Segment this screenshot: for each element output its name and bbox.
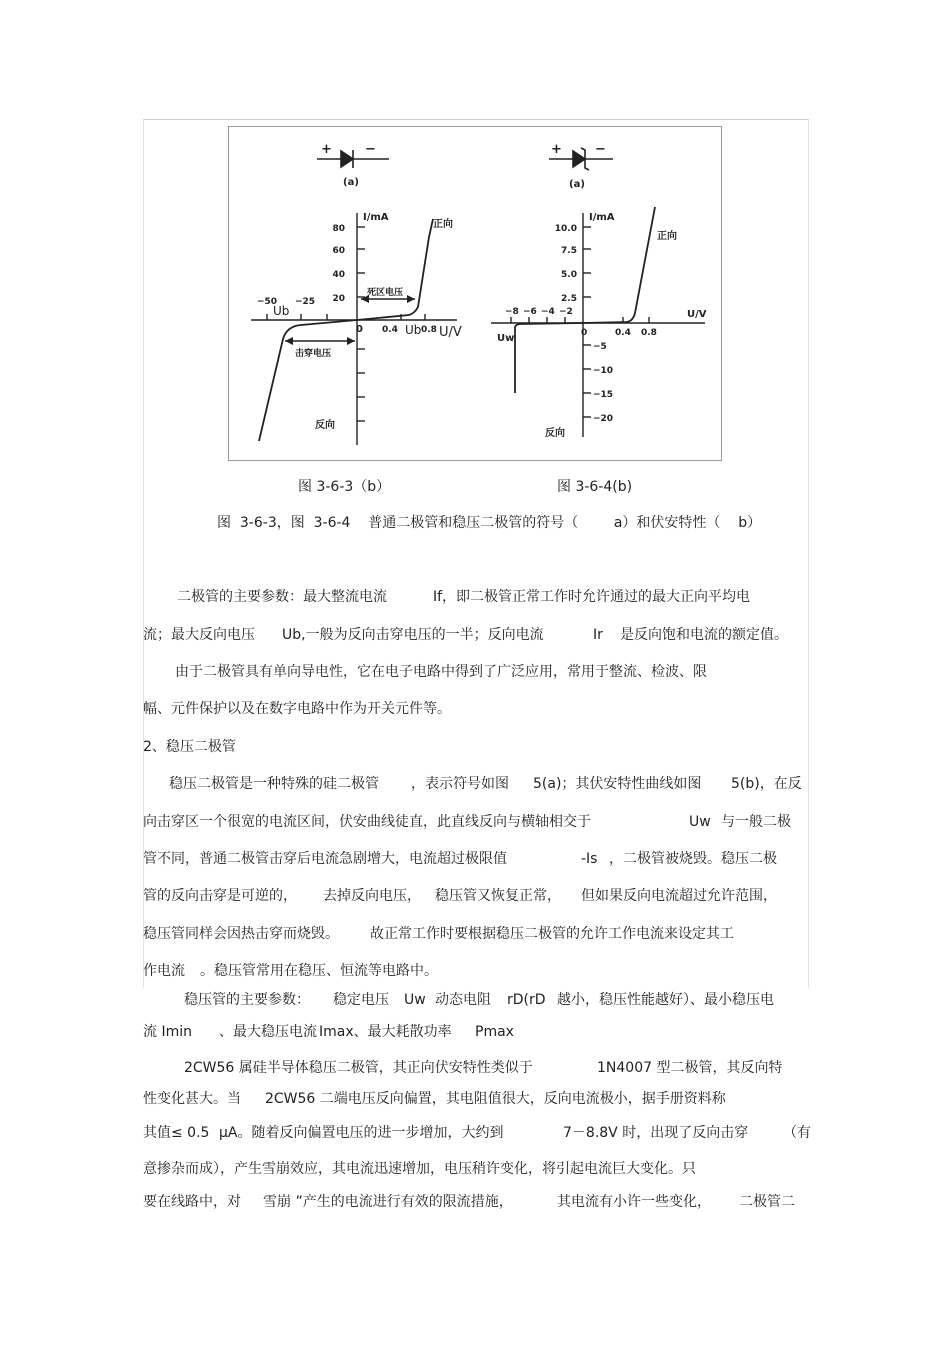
text-span: 与一般二极: [721, 814, 791, 830]
right-x-tick: 0.4: [615, 328, 631, 338]
text-span: 意掺杂而成），产生雪崩效应，其电流迅速增加，电压稍许变化，将引起电流巨大变化。只: [143, 1161, 696, 1177]
text-span: 越小，稳压性能越好）、最小稳压电: [557, 992, 774, 1008]
left-iv-chart: [251, 212, 462, 445]
text-span: 2CW56 二端电压反向偏置，其电阻值很大，反向电流极小，据手册资料称: [265, 1091, 726, 1107]
text-span: 作电流: [143, 963, 185, 979]
breakdown-label: 击穿电压: [295, 349, 332, 359]
left-y-tick: 80: [332, 224, 345, 234]
text-span: （有: [783, 1125, 811, 1141]
right-iv-curve: [515, 207, 655, 393]
figure-box: [228, 126, 722, 461]
text-span: 但如果反向电流超过允许范围，: [581, 888, 777, 904]
text-span: 稳压管又恢复正常，: [435, 888, 561, 904]
left-y-tick: 60: [332, 246, 345, 256]
text-span: 稳压二极管是一种特殊的硅二极管: [169, 776, 379, 792]
text-span: 5(b)，在反: [731, 776, 802, 792]
reverse-label: 反向: [545, 428, 565, 439]
uw-label: Uw: [497, 333, 515, 344]
left-y-tick: 20: [332, 294, 345, 304]
right-x-tick: −4: [541, 307, 555, 317]
right-y-tick: 10.0: [554, 224, 577, 234]
right-x-tick: −2: [559, 307, 573, 317]
left-x-tick: −50: [257, 297, 278, 307]
text-span: -Is: [581, 851, 598, 867]
text-span: 是反向饱和电流的额定值。: [620, 627, 788, 643]
forward-label: 正向: [657, 231, 677, 242]
text-span: 二极管二: [739, 1194, 795, 1210]
text-span: 7－8.8V 时，出现了反向击穿: [563, 1125, 749, 1141]
text-span: ，二极管被烧毁。稳压二极: [609, 851, 777, 867]
left-x-axis-label: U/V: [439, 325, 462, 340]
text-span: Uw: [689, 814, 711, 830]
symbol-label-b: (a): [569, 179, 585, 190]
right-y-tick: −20: [593, 414, 614, 424]
text-span: 性变化甚大。当: [143, 1091, 241, 1107]
right-y-tick: −5: [593, 342, 607, 352]
figure-svg: [229, 127, 721, 460]
right-y-tick: −10: [593, 366, 614, 376]
right-x-tick: −8: [505, 307, 519, 317]
text-span: 。稳压管常用在稳压、恒流等电路中。: [200, 963, 438, 979]
right-y-tick: −15: [593, 390, 614, 400]
text-span: 要在线路中，对: [143, 1194, 241, 1210]
left-ub-label: Ub: [273, 304, 290, 318]
figure-caption-363: 图 3-6-3（b）: [298, 479, 391, 495]
text-span: 其电流有小许一些变化，: [557, 1194, 711, 1210]
text-span: 动态电阻: [435, 992, 491, 1008]
text-span: 雪崩 ”产生的电流进行有效的限流措施，: [263, 1194, 513, 1210]
minus-sign-zener: −: [595, 142, 606, 157]
minus-sign: −: [365, 142, 376, 157]
text-span: 1N4007 型二极管，其反向特: [597, 1060, 783, 1076]
text-span: 向击穿区一个很宽的电流区间，伏安曲线徒直，此直线反向与横轴相交于: [143, 814, 591, 830]
right-iv-chart: [491, 207, 707, 439]
left-y-axis-label: I/mA: [363, 212, 389, 223]
text-span: ，表示符号如图: [411, 776, 509, 792]
text-span: 其值≤ 0.5: [143, 1125, 210, 1141]
figure-caption-main: 图 3-6-3，图 3-6-4 普通二极管和稳压二极管的符号（ a）和伏安特性（ b）: [217, 515, 762, 531]
text-span: 管不同，普通二极管击穿后电流急剧增大，电流超过极限值: [143, 851, 507, 867]
heading-text: 2、稳压二极管: [143, 739, 236, 755]
text-span: Ir: [593, 627, 603, 643]
text-span: 去掉反向电压，: [323, 888, 421, 904]
right-x-axis-label: U/V: [687, 309, 707, 320]
text-span: 由于二极管具有单向导电性，它在电子电路中得到了广泛应用，常用于整流、检波、限: [175, 664, 707, 680]
right-x-tick: −6: [523, 307, 537, 317]
right-y-axis-label: I/mA: [589, 212, 615, 223]
text-span: Uw: [404, 992, 426, 1008]
figure-caption-364: 图 3-6-4(b): [557, 479, 633, 495]
text-span: 流 Imin: [143, 1024, 192, 1040]
text-span: 稳压管同样会因热击穿而烧毁。: [143, 926, 339, 942]
text-span: μA。随着反向偏置电压的进一步增加，大约到: [219, 1125, 504, 1141]
right-y-tick: 2.5: [561, 294, 577, 304]
text-span: Pmax: [475, 1024, 514, 1040]
dead-zone-label: 死区电压: [367, 288, 404, 298]
text-span: 幅、元件保护以及在数字电路中作为开关元件等。: [143, 701, 451, 717]
text-span: Imax、最大耗散功率: [319, 1024, 452, 1040]
text-span: 稳压管的主要参数：: [184, 992, 310, 1008]
left-x-tick: −25: [295, 297, 316, 307]
right-y-tick: 5.0: [561, 270, 577, 280]
plus-sign-zener: +: [551, 142, 562, 157]
text-span: 2CW56 属硅半导体稳压二极管，其正向伏安特性类似于: [184, 1060, 533, 1076]
right-ub-label: Ub: [405, 323, 422, 337]
left-x-tick: 0.4: [382, 325, 398, 335]
text-span: 、最大稳压电流: [219, 1024, 317, 1040]
text-span: 二极管的主要参数：最大整流电流: [177, 589, 387, 605]
right-y-tick: 7.5: [561, 246, 577, 256]
text-span: Ub,一般为反向击穿电压的一半；反向电流: [282, 627, 544, 643]
plus-sign: +: [321, 142, 332, 157]
text-span: If，即二极管正常工作时允许通过的最大正向平均电: [433, 589, 751, 605]
left-origin: 0: [356, 324, 363, 335]
text-span: 5(a)；其伏安特性曲线如图: [533, 776, 702, 792]
symbol-label-a: (a): [343, 177, 359, 188]
left-y-tick: 40: [332, 270, 345, 280]
forward-label: 正向: [433, 219, 453, 230]
text-span: 管的反向击穿是可逆的，: [143, 888, 297, 904]
text-span: rD(rD: [507, 992, 546, 1008]
right-origin: 0: [581, 328, 588, 338]
reverse-label: 反向: [315, 420, 335, 431]
text-span: 稳定电压: [333, 992, 389, 1008]
text-span: 流；最大反向电压: [143, 627, 255, 643]
left-x-tick: 0.8: [421, 325, 437, 335]
text-span: 故正常工作时要根据稳压二极管的允许工作电流来设定其工: [370, 926, 734, 942]
right-x-tick: 0.8: [641, 328, 657, 338]
